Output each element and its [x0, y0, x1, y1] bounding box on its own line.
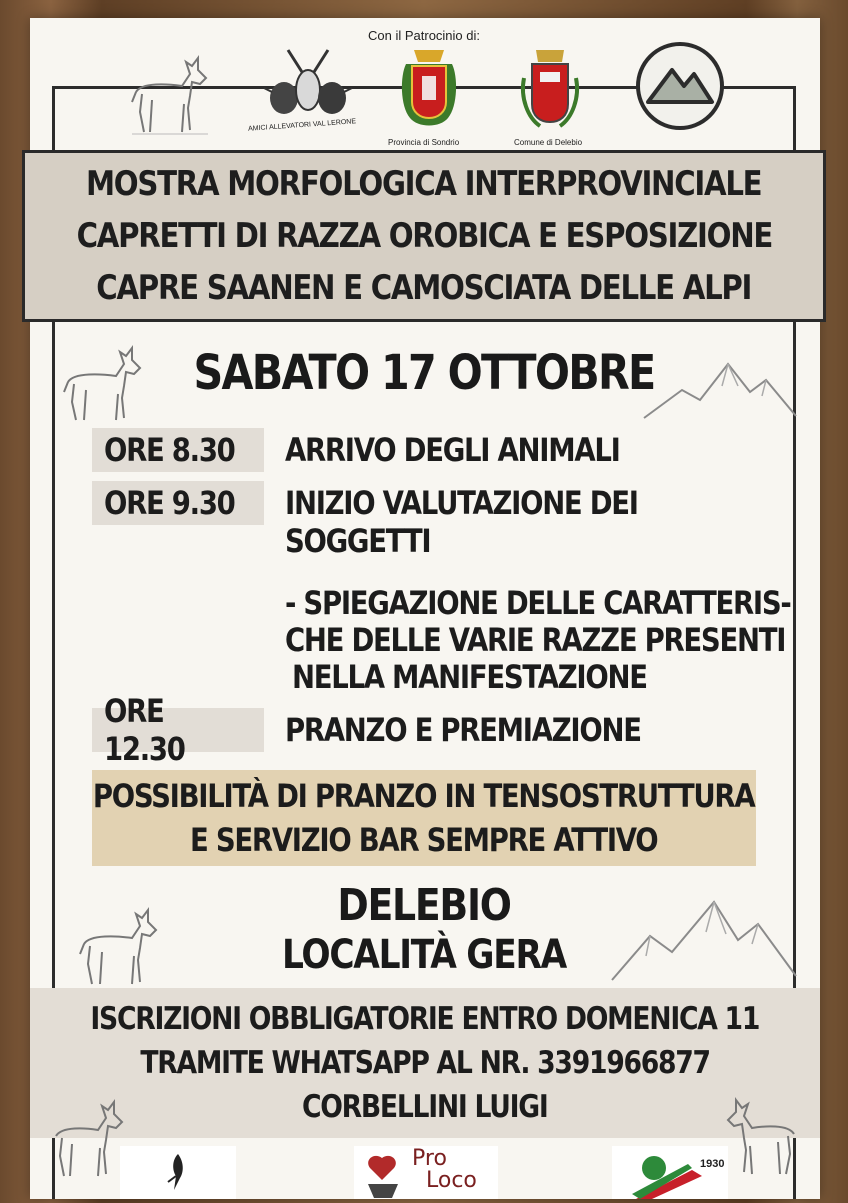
schedule-time-chip — [92, 428, 264, 472]
location-town: DELEBIO — [337, 880, 511, 931]
municipality-coat-of-arms-icon — [518, 48, 582, 134]
pro-loco-logo-icon — [362, 1152, 404, 1198]
bird-sponsor-logo-icon — [120, 1146, 236, 1199]
schedule-activity: SOGGETTI — [285, 522, 431, 560]
club-1930-logo-icon — [632, 1150, 708, 1199]
sponsor-panel — [612, 1146, 728, 1199]
registration-box — [30, 988, 820, 1138]
mountain-circle-logo-icon — [634, 40, 726, 132]
goat-heads-association-logo — [258, 48, 358, 124]
pro-text: Pro — [412, 1146, 447, 1171]
province-coat-of-arms-icon — [396, 46, 462, 134]
registration-line-1: ISCRIZIONI OBBLIGATORIE ENTRO DOMENICA 11 — [90, 1001, 760, 1037]
schedule-activity: INIZIO VALUTAZIONE DEI — [285, 484, 638, 522]
registration-line-2: TRAMITE WHATSAPP AL NR. 3391966877 — [140, 1045, 710, 1081]
location-site: LOCALITÀ GERA — [281, 932, 566, 978]
association-caption: AMICI ALLEVATORI VAL LERONE — [247, 118, 357, 133]
schedule-time: ORE 9.30 — [104, 484, 235, 522]
municipality-caption: Comune di Delebio — [514, 138, 583, 147]
title-banner — [22, 150, 826, 322]
sponsor-panel — [354, 1146, 498, 1199]
loco-text: Loco — [426, 1168, 477, 1193]
schedule-time: ORE 8.30 — [104, 431, 235, 469]
pro-loco-text — [412, 1148, 477, 1192]
registration-line-3: CORBELLINI LUIGI — [302, 1089, 548, 1125]
schedule-activity: ARRIVO DEGLI ANIMALI — [285, 431, 620, 469]
goat-sketch-icon — [52, 1096, 128, 1180]
schedule-time-chip — [92, 692, 264, 768]
schedule-time-chip — [92, 481, 264, 525]
title-line-3: CAPRE SAANEN E CAMOSCIATA DELLE ALPI — [96, 268, 752, 308]
event-date: SABATO 17 OTTOBRE — [193, 345, 655, 401]
sponsor-panel — [120, 1146, 236, 1199]
title-line-1: MOSTRA MORFOLOGICA INTERPROVINCIALE — [86, 164, 762, 204]
schedule-activity: CHE DELLE VARIE RAZZE PRESENTI — [285, 621, 786, 659]
schedule-activity: PRANZO E PREMIAZIONE — [285, 711, 641, 749]
lunch-line-1: POSSIBILITÀ DI PRANZO IN TENSOSTRUTTURA — [93, 777, 755, 815]
goat-sketch-icon — [722, 1094, 798, 1178]
goat-sketch-icon — [128, 52, 212, 138]
club-year: 1930 — [700, 1158, 725, 1170]
lunch-notice-box — [92, 770, 756, 866]
schedule-activity: NELLA MANIFESTAZIONE — [292, 658, 647, 696]
schedule-activity: - SPIEGAZIONE DELLE CARATTERIS- — [285, 584, 791, 622]
province-caption: Provincia di Sondrio — [388, 138, 460, 147]
schedule-time: ORE 12.30 — [104, 692, 185, 768]
title-line-2: CAPRETTI DI RAZZA OROBICA E ESPOSIZIONE — [76, 216, 772, 256]
patronage-label: Con il Patrocinio di: — [368, 28, 480, 43]
lunch-line-2: E SERVIZIO BAR SEMPRE ATTIVO — [190, 821, 658, 859]
